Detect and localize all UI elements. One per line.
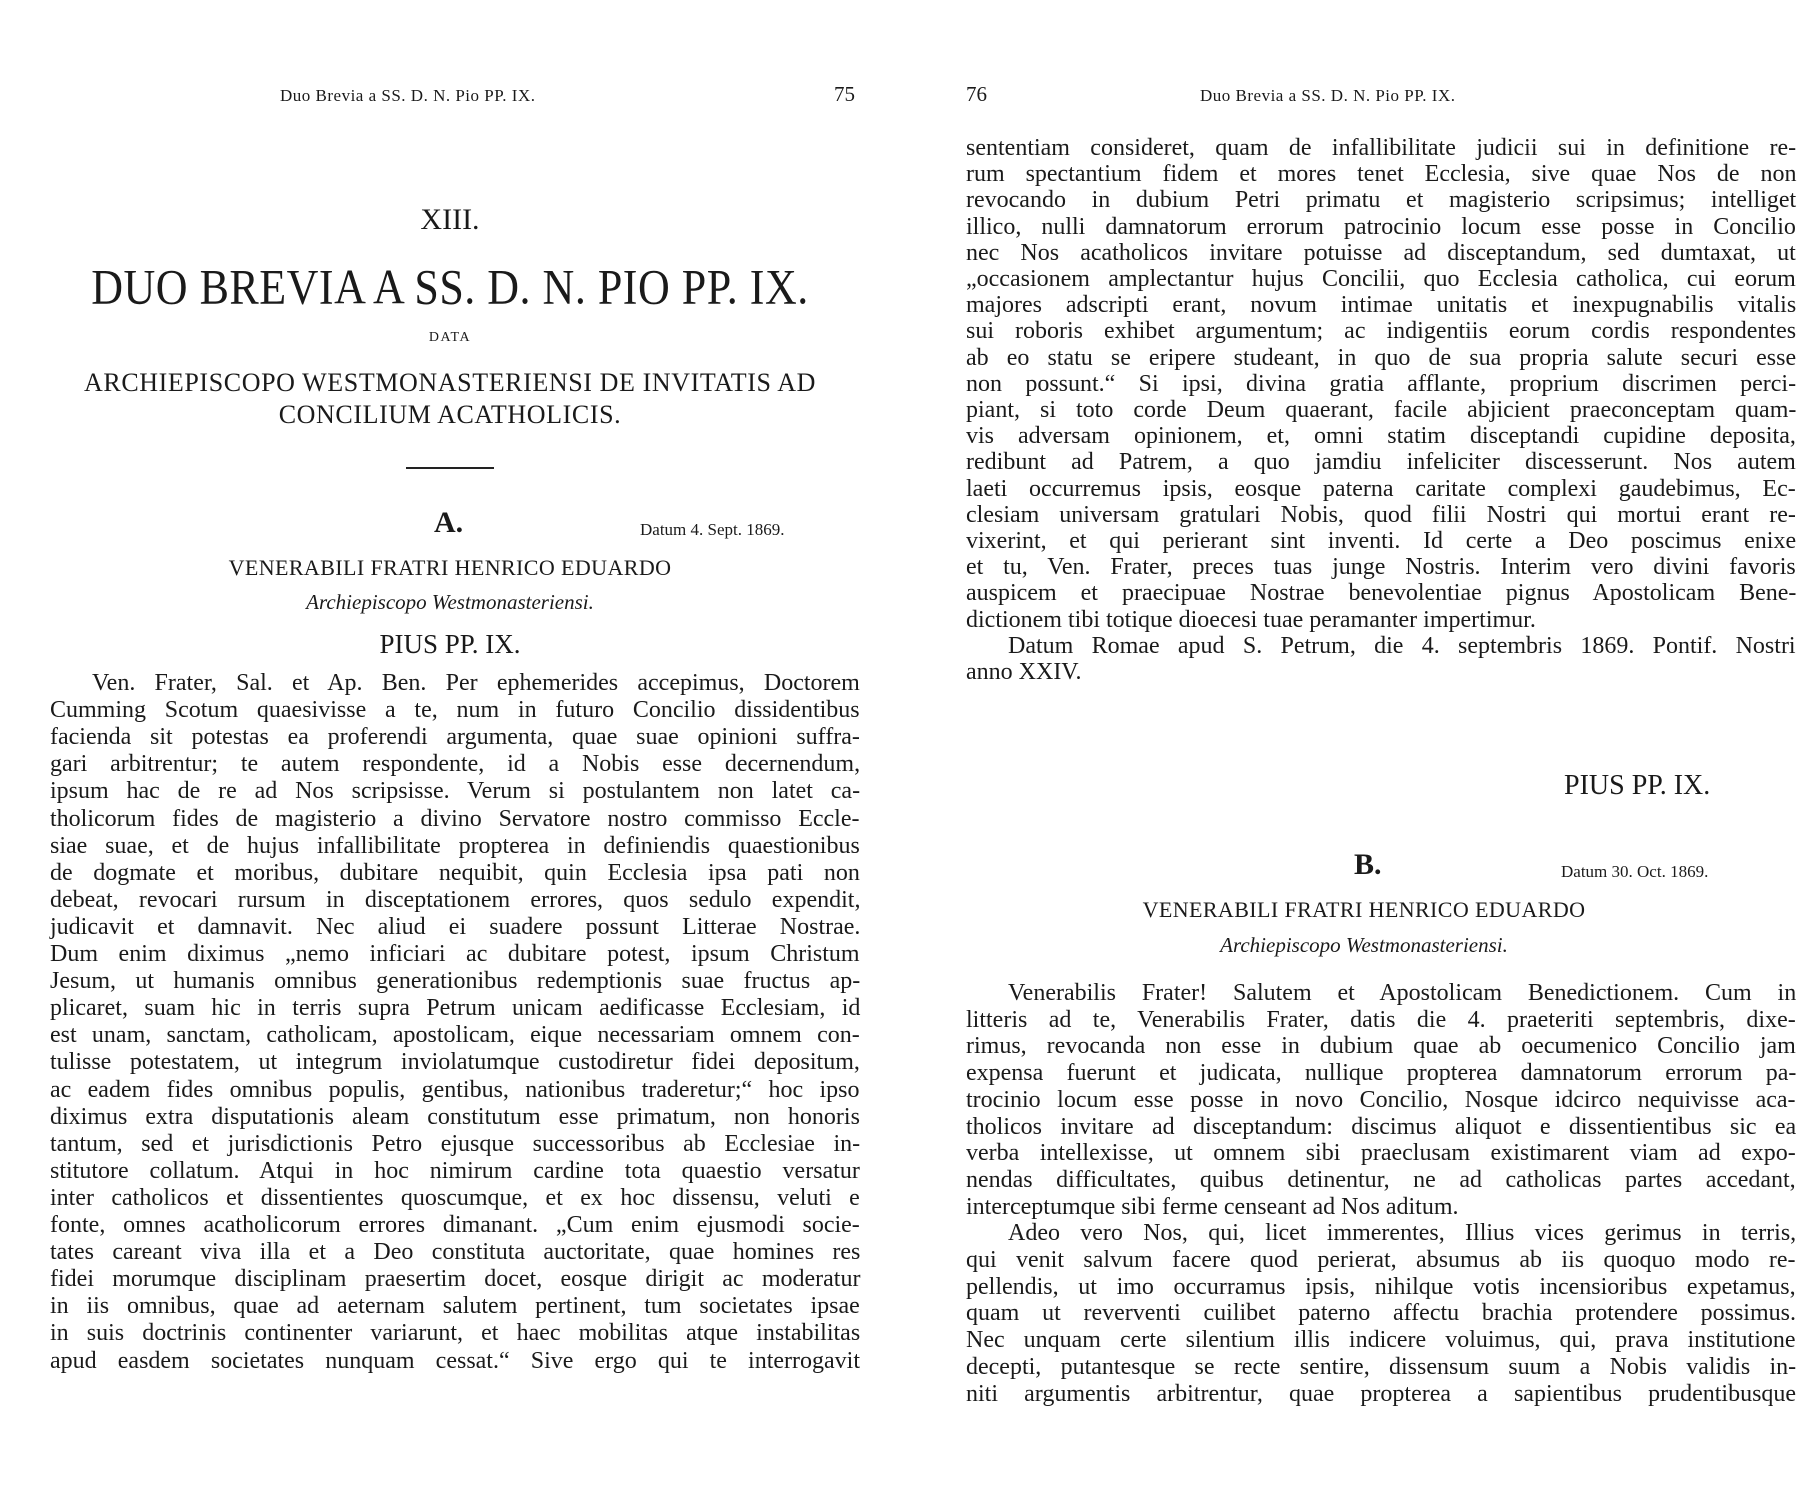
text-line: inter catholicos et dissentientes quoscumque, et ex hoc dissensu, veluti e	[50, 1184, 860, 1211]
text-line: Jesum, ut humanis omnibus generationibus redemptionis suae fructus ap-	[50, 968, 861, 995]
title-rule	[406, 467, 494, 469]
text-line: qui venit salvum facere quod perierat, absumus ab iis quoquo modo re-	[966, 1247, 1796, 1273]
text-line: debeat, revocari rursum in disceptationem errores, quos sedulo expendit,	[50, 886, 861, 913]
text-line: siae suae, et de hujus infallibilitate propterea in definiendis quaestionibus	[50, 832, 860, 859]
letter-a-marker: A.	[434, 506, 464, 539]
text-line: revocando in dubium Petri primatu et magisterio scripsimus; intelliget	[966, 187, 1797, 214]
text-line: tholicos invitare ad disceptandum: discimus aliquot e dissentientibus sic ea	[966, 1113, 1797, 1140]
text-line: sui roboris exhibet argumentum; ac indigentiis eorum cordis respondentes	[966, 318, 1797, 345]
text-line: ab eo statu se eripere studeant, in quo de sua propria salute securi esse	[966, 344, 1797, 371]
text-line: litteris ad te, Venerabilis Frater, datis die 4. praeteriti septembris, dixe-	[966, 1006, 1796, 1033]
subtitle-line-2: CONCILIUM ACATHOLICIS.	[278, 400, 622, 429]
text-line: niti argumentis arbitrentur, quae propterea a sapientibus prudentibusque	[966, 1380, 1797, 1407]
text-line: quam ut reverventi cuilibet paterno affectu brachia protendere possimus.	[966, 1300, 1796, 1327]
letter-b-addressee-title: Archiepiscopo Westmonasteriensi.	[1220, 933, 1508, 957]
text-line: majores adscripti erant, novum intimae unitatis et inexpugnabilis vitalis	[966, 292, 1797, 319]
text-line: tantum, sed et jurisdictionis Petro ejusque successoribus ab Ecclesiae in-	[50, 1130, 861, 1157]
text-line: Datum Romae apud S. Petrum, die 4. septembris 1869. Pontif. Nostri	[1008, 632, 1796, 659]
right-page	[904, 0, 1808, 1500]
text-line: sententiam consideret, quam de infallibilitate judicii sui in definitione re-	[966, 135, 1797, 161]
text-line: anno XXIV.	[966, 659, 1082, 685]
signature: PIUS PP. IX.	[1564, 770, 1711, 801]
text-line: diximus extra disputationis aleam constitutum esse primatum, non honoris	[50, 1103, 860, 1130]
text-line: tulisse potestatem, ut integrum inviolatumque custodiretur fidei depositum,	[50, 1049, 860, 1076]
text-line: tholicorum fides de magisterio a divino Servatore nostro commisso Eccle-	[50, 805, 860, 832]
right-running-title: Duo Brevia a SS. D. N. Pio PP. IX.	[1200, 86, 1456, 105]
text-line: redibunt ad Patrem, a quo jamdiu infeliciter discesserunt. Nos autem	[966, 449, 1796, 476]
text-line: expensa fuerunt et judicata, nullique propterea damnatorum errorum pa-	[966, 1060, 1797, 1087]
text-line: Adeo vero Nos, qui, licet immerentes, Illius vices gerimus in terris,	[1008, 1220, 1797, 1247]
text-line: plicaret, suam hic in terris supra Petrum unicam aedificasse Ecclesiam, id	[50, 995, 861, 1022]
text-line: Dum enim diximus „nemo inficiari ac dubitare potest, ipsum Christum	[50, 941, 860, 967]
text-line: rimus, revocanda non esse in dubium quae ab oecumenico Concilio jam	[966, 1033, 1796, 1060]
text-line: vixerint, et qui perierant sint inventi. Id certe a Deo poscimus enixe	[966, 528, 1797, 554]
text-line: vis adversam opinionem, et, omni statim disceptandi cupidine deposita,	[966, 423, 1796, 450]
right-page-number: 76	[966, 82, 987, 106]
text-line: gari arbitrentur; te autem respondente, id a Nobis esse decernendum,	[50, 751, 861, 778]
text-line: verba intellexisse, ut omnem sibi praeclusam existimarent viam ad expo-	[966, 1140, 1796, 1167]
letter-b-date: Datum 30. Oct. 1869.	[1561, 862, 1709, 881]
letter-a-addressee: VENERABILI FRATRI HENRICO EDUARDO	[228, 555, 672, 580]
text-line: „occasionem amplectantur hujus Concilii, quo Ecclesia catholica, cui eorum	[966, 266, 1796, 292]
text-line: auspicem et praecipuae Nostrae benevolentiae pignus Apostolicam Bene-	[966, 580, 1797, 607]
letter-b-marker: B.	[1354, 848, 1382, 881]
section-number: XIII.	[420, 203, 480, 236]
text-line: nendas difficultates, quibus detinentur, ne ad catholicas partes accedant,	[966, 1166, 1796, 1193]
text-line: in iis omnibus, quae ad aeternam salutem pertinent, tum societates ipsae	[50, 1293, 860, 1320]
text-line: dictionem tibi totique dioecesi tuae peramanter impertimur.	[966, 606, 1536, 633]
text-line: in suis doctrinis continenter variarunt, et haec mobilitas atque instabilitas	[50, 1320, 861, 1347]
text-line: ac eadem fides omnibus populis, gentibus, nationibus traderetur;“ hoc ipso	[50, 1076, 860, 1103]
text-line: Venerabilis Frater! Salutem et Apostolicam Benedictionem. Cum in	[1008, 980, 1797, 1006]
left-running-title: Duo Brevia a SS. D. N. Pio PP. IX.	[280, 86, 536, 105]
text-line: interceptumque sibi ferme censeant ad Nos aditum.	[966, 1193, 1459, 1220]
left-page	[0, 0, 900, 1500]
letter-b-addressee: VENERABILI FRATRI HENRICO EDUARDO	[1142, 897, 1586, 922]
main-title: DUO BREVIA A SS. D. N. PIO PP. IX.	[91, 260, 809, 315]
subtitle-line-1: ARCHIEPISCOPO WESTMONASTERIENSI DE INVITATIS AD	[84, 368, 816, 397]
letter-a-date: Datum 4. Sept. 1869.	[640, 520, 785, 539]
text-line: Ven. Frater, Sal. et Ap. Ben. Per ephemerides accepimus, Doctorem	[92, 670, 860, 696]
text-line: Cumming Scotum quaesivisse a te, num in futuro Concilio dissidentibus	[50, 697, 860, 724]
text-line: pellendis, ut imo occurramus ipsis, nihilque votis incensioribus expetamus,	[966, 1273, 1796, 1300]
letter-a-addressee-title: Archiepiscopo Westmonasteriensi.	[306, 590, 594, 614]
text-line: tates careant viva illa et a Deo constituta auctoritate, quae homines res	[50, 1239, 861, 1266]
text-line: est unam, sanctam, catholicam, apostolicam, eique necessariam omnem con-	[50, 1022, 860, 1049]
text-line: ipsum hac de re ad Nos scripsisse. Verum si postulantem non latet ca-	[50, 778, 861, 805]
text-line: fidei morumque disciplinam praesertim docet, eosque dirigit ac moderatur	[50, 1266, 861, 1293]
text-line: decepti, putantesque se recte sentire, dissensum suum a Nobis validis in-	[966, 1353, 1797, 1380]
text-line: piant, si toto corde Deum quaerant, facile abjicient praeconceptam quam-	[966, 397, 1797, 423]
text-line: laeti occurremus ipsis, eosque paterna caritate complexi gaudebimus, Ec-	[966, 475, 1796, 502]
text-line: facienda sit potestas ea proferendi argumenta, quae suae opinioni suffra-	[50, 724, 860, 751]
text-line: Nec unquam certe silentium illis indicere voluimus, qui, prava institutione	[966, 1327, 1796, 1354]
left-page-number: 75	[834, 82, 855, 106]
text-line: et tu, Ven. Frater, preces tuas junge Nostris. Interim vero divini favoris	[966, 554, 1796, 581]
data-label: DATA	[428, 330, 472, 345]
text-line: non possunt.“ Si ipsi, divina gratia afflante, proprium discrimen perci-	[966, 370, 1797, 397]
text-line: trocinio locum esse posse in novo Concilio, Nosque idcirco nequivisse aca-	[966, 1086, 1796, 1113]
letter-a-sender: PIUS PP. IX.	[379, 629, 521, 659]
text-line: nec Nos acatholicos invitare potuisse ad disceptandum, sed dumtaxat, ut	[966, 239, 1796, 266]
text-line: fonte, omnes acatholicorum errores dimanant. „Cum enim ejusmodi socie-	[50, 1212, 860, 1238]
text-line: rum spectantium fidem et mores tenet Ecclesia, sive quae Nos de non	[966, 161, 1797, 188]
text-line: judicavit et damnavit. Nec aliud ei suadere possunt Litterae Nostrae.	[50, 913, 861, 940]
text-line: stitutore collatum. Atqui in hoc nimirum cardine tota quaestio versatur	[50, 1157, 860, 1184]
text-line: de dogmate et moribus, dubitare nequibit, quin Ecclesia ipsa pati non	[50, 859, 860, 886]
text-line: apud easdem societates nunquam cessat.“ Sive ergo qui te interrogavit	[50, 1347, 861, 1374]
text-line: illico, nulli damnatorum errorum patrocinio locum esse posse in Concilio	[966, 213, 1796, 240]
text-line: clesiam universam gratulari Nobis, quod filii Nostri qui mortui erant re-	[966, 501, 1796, 528]
